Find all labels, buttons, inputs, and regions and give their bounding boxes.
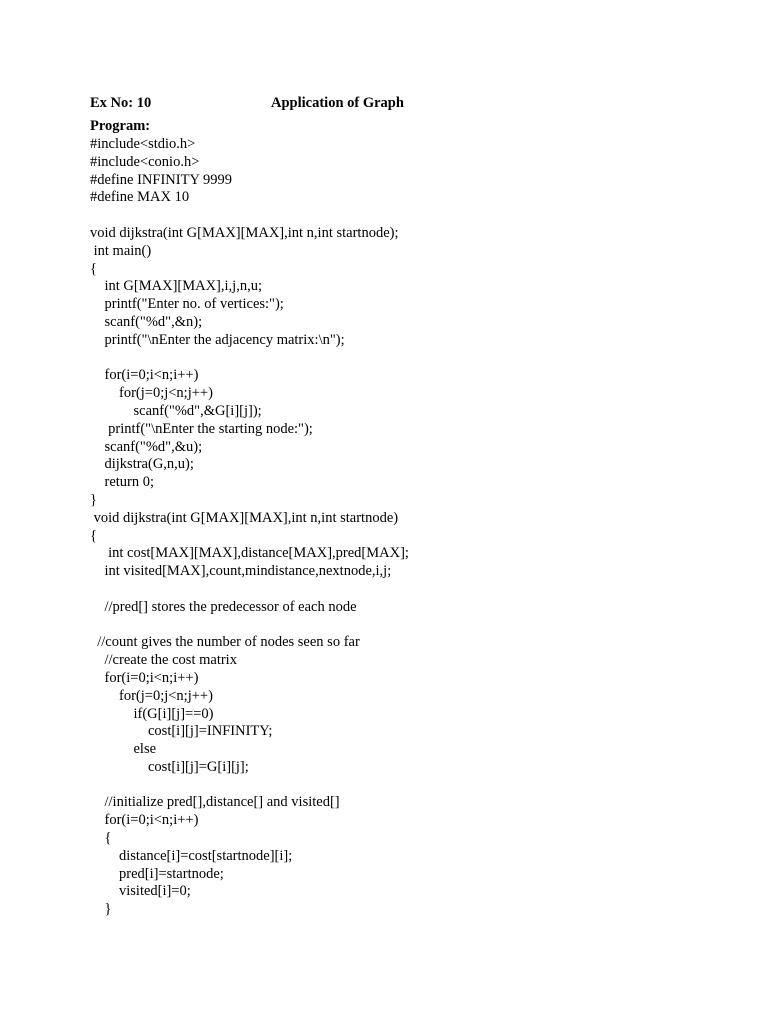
code-line: } xyxy=(90,491,97,508)
code-line xyxy=(90,617,730,635)
code-line: int cost[MAX][MAX],distance[MAX],pred[MAX]; xyxy=(90,545,409,562)
code-line: for(i=0;i<n;i++) xyxy=(90,669,199,686)
program-label: Program: xyxy=(90,118,151,134)
code-line: scanf("%d",&G[i][j]); xyxy=(90,402,262,419)
code-line: scanf("%d",&u); xyxy=(90,438,203,455)
code-line: int main() xyxy=(90,242,152,259)
code-line: { xyxy=(90,830,112,847)
code-line: #include<conio.h> xyxy=(90,153,200,170)
code-line: { xyxy=(90,260,97,277)
code-line: visited[i]=0; xyxy=(90,883,191,900)
code-line: printf("Enter no. of vertices:"); xyxy=(90,296,284,313)
code-line: printf("\nEnter the adjacency matrix:\n"); xyxy=(90,331,345,348)
code-line: #define INFINITY 9999 xyxy=(90,171,233,188)
code-line: dijkstra(G,n,u); xyxy=(90,456,194,473)
code-line: int G[MAX][MAX],i,j,n,u; xyxy=(90,278,262,295)
code-line: distance[i]=cost[startnode][i]; xyxy=(90,847,293,864)
code-line xyxy=(90,207,730,225)
exercise-title: Application of Graph xyxy=(271,95,404,111)
code-line: cost[i][j]=INFINITY; xyxy=(90,723,273,740)
code-line xyxy=(90,777,730,795)
code-line: else xyxy=(90,741,157,758)
code-line: for(i=0;i<n;i++) xyxy=(90,812,199,829)
code-line: //count gives the number of nodes seen so far xyxy=(90,634,360,651)
code-line: for(j=0;j<n;j++) xyxy=(90,687,213,704)
code-line: int visited[MAX],count,mindistance,nextnode,i,j; xyxy=(90,563,392,580)
exercise-header xyxy=(90,93,730,113)
exercise-number: Ex No: 10 xyxy=(90,95,152,111)
code-line: for(j=0;j<n;j++) xyxy=(90,385,213,402)
code-line: return 0; xyxy=(90,474,155,491)
code-line: } xyxy=(90,901,112,918)
code-line: #include<stdio.h> xyxy=(90,136,196,152)
code-line: //create the cost matrix xyxy=(90,652,237,669)
code-line: #define MAX 10 xyxy=(90,189,190,206)
code-line xyxy=(90,350,730,368)
code-line: printf("\nEnter the starting node:"); xyxy=(90,420,313,437)
code-line: void dijkstra(int G[MAX][MAX],int n,int startnode) xyxy=(90,509,399,526)
code-line xyxy=(90,581,730,599)
code-line: //pred[] stores the predecessor of each node xyxy=(90,598,357,615)
code-line: //initialize pred[],distance[] and visited[] xyxy=(90,794,340,811)
code-line: void dijkstra(int G[MAX][MAX],int n,int startnode); xyxy=(90,224,399,241)
code-line: pred[i]=startnode; xyxy=(90,865,224,882)
code-line: cost[i][j]=G[i][j]; xyxy=(90,758,249,775)
code-line: { xyxy=(90,527,97,544)
code-line: scanf("%d",&n); xyxy=(90,313,203,330)
code-line: if(G[i][j]==0) xyxy=(90,705,214,722)
code-line: for(i=0;i<n;i++) xyxy=(90,367,199,384)
code-block xyxy=(90,136,730,919)
document-page xyxy=(90,93,730,919)
